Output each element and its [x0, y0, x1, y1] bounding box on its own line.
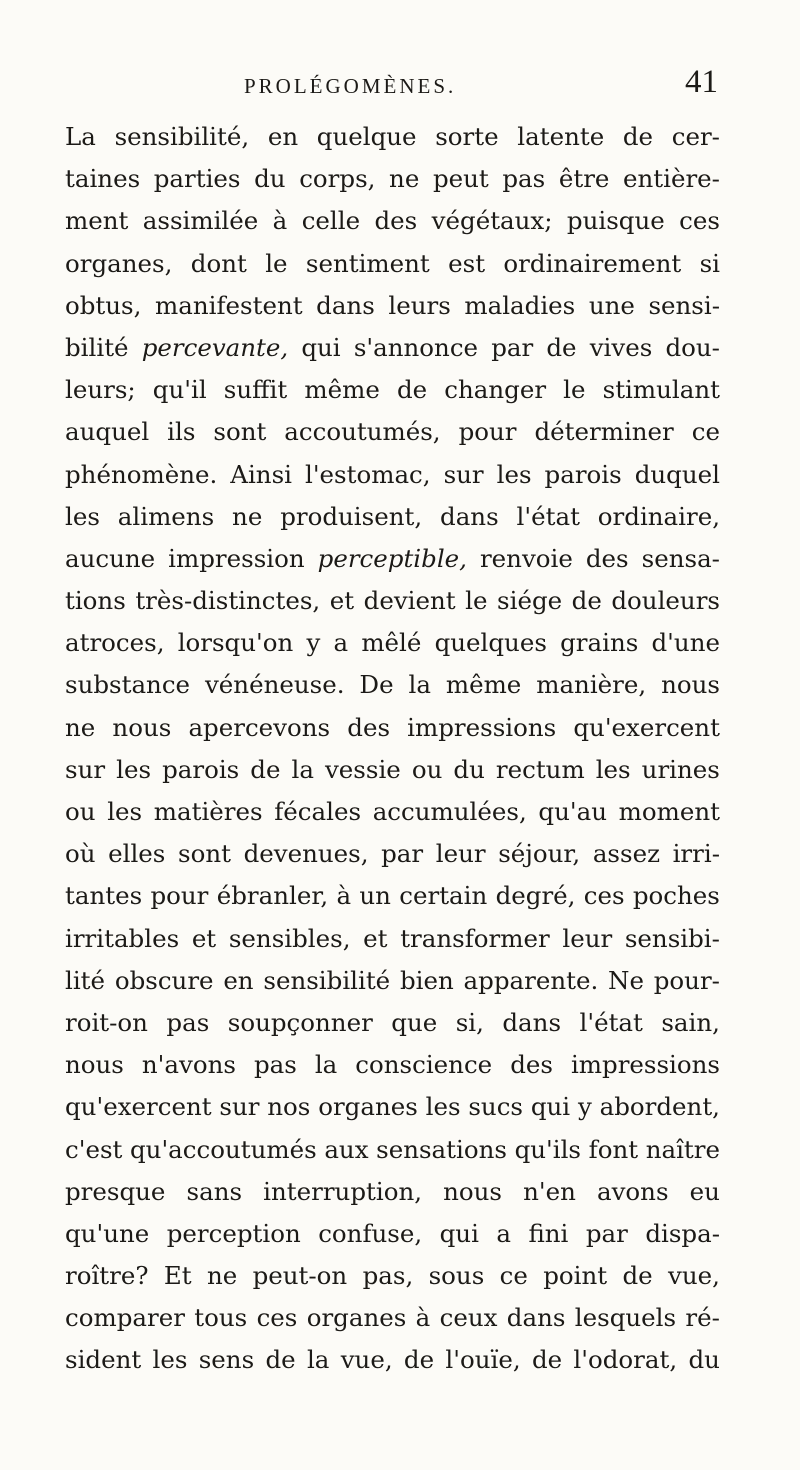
word: des: [510, 1050, 553, 1080]
word: de: [396, 375, 428, 405]
text-line: [65, 918, 720, 960]
word: si: [699, 248, 720, 278]
word: le: [265, 248, 288, 278]
word: dispa-: [645, 1218, 720, 1248]
word: est: [448, 248, 486, 278]
word: manière,: [536, 670, 647, 700]
word: et: [329, 586, 355, 616]
word: sur: [443, 459, 484, 489]
word: sur: [65, 754, 106, 784]
word: maladies: [464, 290, 576, 320]
text-line: [65, 875, 720, 917]
word: ordinairement: [503, 248, 682, 278]
word: en: [267, 122, 299, 151]
word: sens: [198, 1345, 255, 1375]
text-line: [65, 496, 720, 538]
text-line: [65, 1171, 720, 1213]
word: sident: [65, 1345, 142, 1375]
word: peut-on: [252, 1261, 348, 1291]
word: leur: [435, 839, 486, 869]
word: une: [588, 290, 635, 320]
word: tous: [194, 1303, 248, 1333]
word: dans: [316, 290, 375, 320]
word: d'une: [651, 628, 720, 658]
word: ceux: [439, 1303, 498, 1333]
word: de: [622, 1261, 653, 1291]
word: sensibilité: [263, 965, 391, 995]
word: sont: [178, 839, 231, 869]
word: pour: [150, 881, 209, 911]
word: manifestent: [155, 290, 303, 320]
word: et: [363, 923, 388, 953]
word: accoutumés,: [284, 417, 441, 447]
text-line: [65, 1086, 720, 1128]
word: ment: [65, 206, 129, 236]
word: par: [381, 839, 424, 869]
word: pas: [166, 1007, 210, 1037]
word: les: [595, 754, 631, 784]
word: sans: [186, 1176, 243, 1206]
word: pour: [458, 417, 517, 447]
word: séjour,: [498, 839, 581, 869]
word: interruption,: [263, 1176, 423, 1206]
word: a: [333, 628, 349, 658]
word: devient: [363, 586, 456, 616]
word: parois: [544, 459, 622, 489]
text-line: [65, 200, 720, 242]
word: perception: [166, 1218, 301, 1248]
word: bilité: [65, 332, 129, 362]
word: si,: [455, 1007, 484, 1037]
word: végétaux;: [431, 206, 553, 236]
word: fécales: [274, 797, 362, 826]
word: à: [415, 1303, 431, 1333]
text-line: [65, 1339, 720, 1381]
word: de: [403, 1345, 435, 1375]
word: les: [496, 459, 532, 489]
word: conscience: [355, 1050, 493, 1080]
word: changer: [444, 375, 547, 405]
word: auquel: [65, 417, 150, 447]
text-line: [65, 538, 720, 580]
text-line: [65, 1129, 720, 1171]
word: l'estomac,: [304, 459, 431, 489]
word: siége: [497, 586, 563, 616]
word: alimens: [117, 501, 215, 531]
word: ne: [65, 712, 96, 742]
word: matières: [153, 797, 263, 826]
word: renvoie: [479, 543, 573, 573]
word: assez: [592, 839, 660, 869]
page-number: 41: [685, 64, 718, 100]
word: l'état: [579, 1007, 643, 1037]
word: qu'ils: [514, 1134, 582, 1164]
word: tions: [65, 586, 126, 616]
word: ces: [256, 1303, 298, 1333]
word: vessie: [324, 754, 401, 784]
word: apparente.: [463, 965, 599, 995]
word: et: [191, 923, 217, 953]
word: dont: [190, 248, 247, 278]
word: ne: [206, 1261, 238, 1291]
word: sensa-: [641, 543, 720, 573]
word: les: [152, 1345, 188, 1375]
word: y: [577, 1092, 592, 1122]
word: qu'exercent: [573, 712, 720, 742]
word: nous: [112, 712, 172, 742]
word: vives: [589, 332, 653, 362]
word: Ne: [608, 965, 644, 995]
word: les: [116, 754, 152, 784]
word: ce: [691, 417, 720, 447]
text-line: [65, 369, 720, 411]
text-line: [65, 1002, 720, 1044]
word: les: [107, 797, 143, 826]
text-line: [65, 833, 720, 875]
word: être: [558, 164, 610, 194]
text-line: [65, 243, 720, 285]
text-line: [65, 1297, 720, 1339]
running-head: PROLÉGOMÈNES.: [244, 74, 457, 98]
word: dans: [440, 501, 499, 531]
word: peut: [432, 164, 489, 194]
word: ils: [167, 417, 196, 447]
word: du: [254, 164, 286, 194]
word: ces: [583, 881, 625, 911]
word: qu'au: [538, 797, 607, 826]
word: sain,: [661, 1007, 720, 1037]
word: aux: [324, 1134, 369, 1164]
word: rectum: [495, 754, 585, 784]
word: lorsqu'on: [177, 628, 294, 658]
word: sont: [213, 417, 267, 447]
word: l'état: [516, 501, 580, 531]
text-line: [65, 285, 720, 327]
word: parois: [162, 754, 240, 784]
word: la: [306, 1345, 330, 1375]
word: substance: [65, 670, 191, 700]
word: mêlé: [361, 628, 422, 658]
word: dans: [502, 1007, 562, 1037]
word: un: [359, 881, 391, 911]
body-text: [65, 116, 720, 1382]
word: sous: [428, 1261, 485, 1291]
word: qu'accoutumés: [129, 1134, 317, 1164]
word: dou-: [665, 332, 720, 362]
word: produisent,: [280, 501, 423, 531]
word: naître: [645, 1134, 720, 1164]
word: de: [546, 332, 577, 362]
word: le: [465, 586, 488, 616]
word: par: [585, 1218, 628, 1248]
word: entière-: [623, 164, 720, 194]
word: la: [408, 670, 431, 700]
word: la: [291, 754, 314, 784]
word: de: [622, 122, 654, 151]
word: de: [571, 586, 602, 616]
word: des: [585, 543, 629, 573]
word: sensibilité,: [114, 122, 250, 151]
word: pas,: [362, 1261, 414, 1291]
word: qu'une: [65, 1218, 150, 1248]
word: pas: [253, 1050, 297, 1080]
word: dans: [506, 1303, 566, 1333]
word: sucs: [468, 1092, 524, 1122]
word: Ainsi: [230, 459, 292, 489]
word: c'est: [65, 1134, 123, 1164]
word: de: [531, 1345, 563, 1375]
word: très-distinctes,: [135, 586, 321, 616]
word: ré-: [685, 1303, 720, 1333]
word: qu'exercent: [65, 1092, 212, 1122]
word: sensi-: [648, 290, 720, 320]
word: vénéneuse.: [204, 670, 345, 700]
word: impressions: [407, 712, 557, 742]
word: pour-: [653, 965, 720, 995]
text-line: [65, 158, 720, 200]
word: avons: [596, 1176, 669, 1206]
italic-word: perceptible,: [317, 543, 467, 573]
word: obtus,: [65, 290, 142, 320]
word: obscure: [114, 965, 214, 995]
word: parties: [153, 164, 241, 194]
word: sensibles,: [228, 923, 351, 953]
word: atroces,: [65, 628, 165, 658]
word: pas: [502, 164, 546, 194]
word: abordent,: [599, 1092, 720, 1122]
word: l'odorat,: [573, 1345, 678, 1375]
word: stimulant: [602, 375, 720, 405]
word: impressions: [570, 1050, 720, 1080]
word: leur: [562, 923, 613, 953]
word: ou: [411, 754, 443, 784]
word: ces: [679, 206, 720, 236]
text-line: [65, 749, 720, 791]
word: nos: [267, 1092, 311, 1122]
word: fini: [528, 1218, 569, 1248]
word: poches: [632, 881, 720, 911]
word: n'en: [523, 1176, 576, 1206]
word: ou: [65, 797, 96, 826]
word: des: [374, 206, 418, 236]
word: soupçonner: [227, 1007, 373, 1037]
word: assimilée: [142, 206, 259, 236]
word: à: [336, 881, 352, 911]
word: organes: [318, 1092, 418, 1122]
word: ce: [499, 1261, 528, 1291]
word: moment: [618, 797, 720, 826]
word: leurs: [388, 290, 451, 320]
word: ébranler,: [216, 881, 329, 911]
word: organes,: [65, 248, 173, 278]
italic-word: percevante,: [141, 332, 289, 362]
word: en: [223, 965, 254, 995]
word: accumulées,: [372, 797, 527, 826]
word: sur: [219, 1092, 260, 1122]
word: qui: [301, 332, 341, 362]
text-line: [65, 960, 720, 1002]
word: des: [347, 712, 391, 742]
word: qui: [530, 1092, 571, 1122]
word: ne: [232, 501, 263, 531]
word: duquel: [634, 459, 720, 489]
word: elles: [108, 839, 166, 869]
word: bien: [399, 965, 454, 995]
word: transformer: [400, 923, 550, 953]
word: suffit: [223, 375, 288, 405]
word: à: [272, 206, 288, 236]
word: La: [65, 122, 96, 151]
word: les: [65, 501, 100, 531]
word: cer-: [671, 122, 720, 151]
text-line: [65, 791, 720, 833]
word: n'avons: [141, 1050, 236, 1080]
word: apercevons: [188, 712, 331, 742]
word: les: [425, 1092, 461, 1122]
word: eu: [689, 1176, 720, 1206]
text-line: [65, 1255, 720, 1297]
text-line: [65, 1044, 720, 1086]
word: irri-: [672, 839, 720, 869]
word: grains: [560, 628, 639, 658]
word: qu'il: [152, 375, 207, 405]
word: l'ouïe,: [445, 1345, 521, 1375]
word: degré,: [495, 881, 576, 911]
text-line: [65, 116, 720, 158]
text-line: [65, 580, 720, 622]
word: irritables: [65, 923, 180, 953]
word: sensations: [376, 1134, 507, 1164]
word: font: [588, 1134, 639, 1164]
word: leurs;: [65, 375, 136, 405]
word: urines: [641, 754, 720, 784]
word: où: [65, 839, 96, 869]
text-line: [65, 454, 720, 496]
word: lesquels: [574, 1303, 677, 1333]
word: certain: [399, 881, 488, 911]
text-line: [65, 327, 720, 369]
word: même: [304, 375, 380, 405]
word: du: [688, 1345, 720, 1375]
word: du: [453, 754, 485, 784]
word: latente: [517, 122, 605, 151]
word: a: [496, 1218, 511, 1248]
word: sorte: [435, 122, 499, 151]
word: roître?: [65, 1261, 149, 1291]
word: aucune: [65, 543, 156, 573]
word: le: [563, 375, 586, 405]
word: puisque: [566, 206, 665, 236]
word: par: [491, 332, 534, 362]
word: lité: [65, 965, 106, 995]
word: taines: [65, 164, 141, 194]
word: que: [391, 1007, 438, 1037]
text-line: [65, 707, 720, 749]
word: de: [265, 1345, 296, 1375]
word: nous: [661, 670, 720, 700]
word: nous: [443, 1176, 502, 1206]
word: organes: [306, 1303, 407, 1333]
word: déterminer: [534, 417, 674, 447]
word: quelques: [434, 628, 547, 658]
text-line: [65, 664, 720, 706]
word: confuse,: [318, 1218, 423, 1248]
word: impression: [168, 543, 305, 573]
word: même: [445, 670, 522, 700]
word: Et: [163, 1261, 192, 1291]
word: De: [359, 670, 394, 700]
text-line: [65, 411, 720, 453]
word: de: [250, 754, 281, 784]
word: s'annonce: [353, 332, 479, 362]
word: vue,: [668, 1261, 720, 1291]
word: nous: [65, 1050, 124, 1080]
word: devenues,: [243, 839, 369, 869]
word: roit-on: [65, 1007, 148, 1037]
word: phénomène.: [65, 459, 218, 489]
word: douleurs: [611, 586, 720, 616]
word: sensibi-: [624, 923, 720, 953]
text-line: [65, 1213, 720, 1255]
word: tantes: [65, 881, 143, 911]
word: presque: [65, 1176, 166, 1206]
text-line: [65, 622, 720, 664]
word: comparer: [65, 1303, 185, 1333]
word: ne: [389, 164, 420, 194]
word: y: [306, 628, 321, 658]
word: quelque: [316, 122, 417, 151]
word: point: [543, 1261, 608, 1291]
word: vue,: [340, 1345, 393, 1375]
word: sentiment: [305, 248, 430, 278]
word: qui: [439, 1218, 479, 1248]
word: la: [314, 1050, 338, 1080]
word: corps,: [299, 164, 376, 194]
word: celle: [301, 206, 361, 236]
word: ordinaire,: [597, 501, 720, 531]
